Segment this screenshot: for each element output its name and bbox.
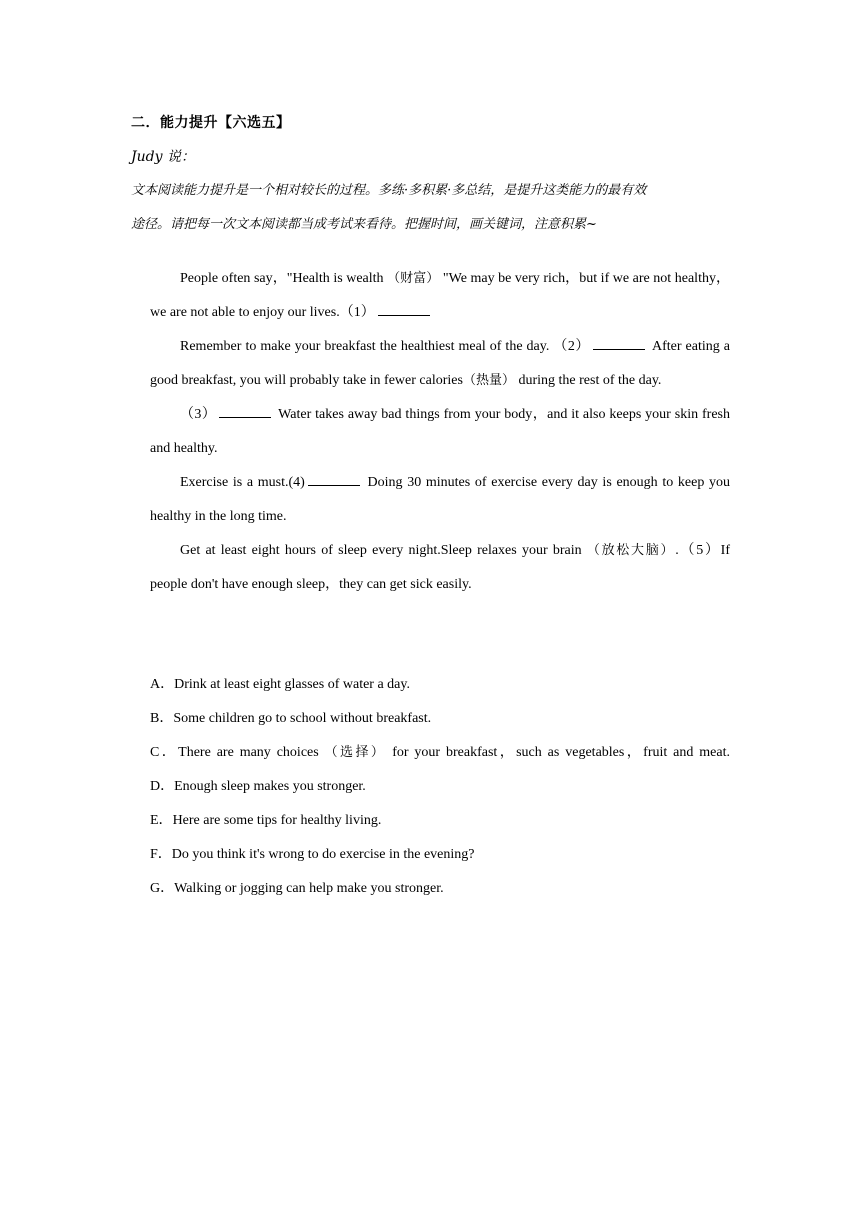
p2-text-b: After eating a good breakfast, you will probably take in fewer calories: [150, 339, 731, 388]
option-label: D．: [150, 779, 175, 794]
blank-4[interactable]: [308, 471, 360, 486]
paragraph-3: [150, 398, 730, 466]
option-label: E．: [150, 813, 173, 828]
p4-text-b: Doing 30 minutes of exercise every day is enough to keep you healthy in the long time.: [150, 475, 731, 524]
p5-text-b: .（5）If people don't have enough sleep，they can get sick easily.: [150, 543, 731, 592]
option-text: Enough sleep makes you stronger.: [174, 779, 366, 794]
option-text: Here are some tips for healthy living.: [172, 813, 382, 828]
p2-cn-note: （热量）: [462, 373, 515, 388]
option-text: Drink at least eight glasses of water a day.: [174, 677, 410, 692]
paragraph-1: [150, 262, 730, 330]
option-e[interactable]: [150, 804, 730, 838]
option-cn-note: （选择）: [324, 745, 387, 760]
paragraph-4: [150, 466, 730, 534]
intro-text: [131, 174, 731, 242]
option-label: A．: [150, 677, 175, 692]
p1-text-b: "We may be very rich，but if we are not healthy，we are not able to enjoy our lives.（1）: [150, 271, 731, 320]
blank-3[interactable]: [219, 403, 271, 418]
p4-text-a: Exercise is a must.(4): [180, 475, 305, 490]
p5-text-a: Get at least eight hours of sleep every night.Sleep relaxes your brain: [180, 543, 582, 558]
option-f[interactable]: [150, 838, 730, 872]
option-c[interactable]: [150, 736, 730, 770]
option-g[interactable]: [150, 872, 730, 906]
option-b[interactable]: [150, 702, 730, 736]
intro-line-2: 途径。请把每一次文本阅读都当成考试来看待。把握时间，画关键词，注意积累~: [131, 217, 597, 232]
paragraph-5: [150, 534, 730, 602]
reading-passage: [150, 262, 730, 602]
p2-text-a: Remember to make your breakfast the healthiest meal of the day. （2）: [180, 339, 590, 354]
p2-text-c: during the rest of the day.: [518, 373, 662, 388]
judy-label: Judy 说：: [131, 149, 195, 165]
option-d[interactable]: [150, 770, 730, 804]
intro-line-1: 文本阅读能力提升是一个相对较长的过程。多练·多积累·多总结，是提升这类能力的最有效: [131, 183, 647, 198]
blank-1[interactable]: [378, 301, 430, 316]
p1-text-a: People often say，"Health is wealth: [180, 271, 384, 286]
paragraph-2: [150, 330, 730, 398]
option-label: B．: [150, 711, 174, 726]
option-text-a: There are many choices: [178, 745, 319, 760]
p3-text-a: （3）: [180, 407, 217, 422]
p5-cn-note: （放松大脑）: [586, 543, 676, 558]
option-label: G．: [150, 881, 175, 896]
option-text-b: for your breakfast，such as vegetables，fruit and meat.: [392, 745, 730, 760]
option-label: F．: [150, 847, 172, 862]
options-list: [150, 668, 730, 906]
option-text: Walking or jogging can help make you stronger.: [174, 881, 444, 896]
blank-2[interactable]: [593, 335, 645, 350]
section-heading: 二．能力提升【六选五】: [131, 115, 291, 131]
p3-text-b: Water takes away bad things from your body，and it also keeps your skin fresh and healthy.: [150, 407, 731, 456]
p1-cn-note: （财富）: [387, 271, 440, 286]
option-label: C．: [150, 745, 179, 760]
option-text: Some children go to school without breakfast.: [173, 711, 432, 726]
option-a[interactable]: [150, 668, 730, 702]
option-text: Do you think it's wrong to do exercise in the evening?: [171, 847, 475, 862]
